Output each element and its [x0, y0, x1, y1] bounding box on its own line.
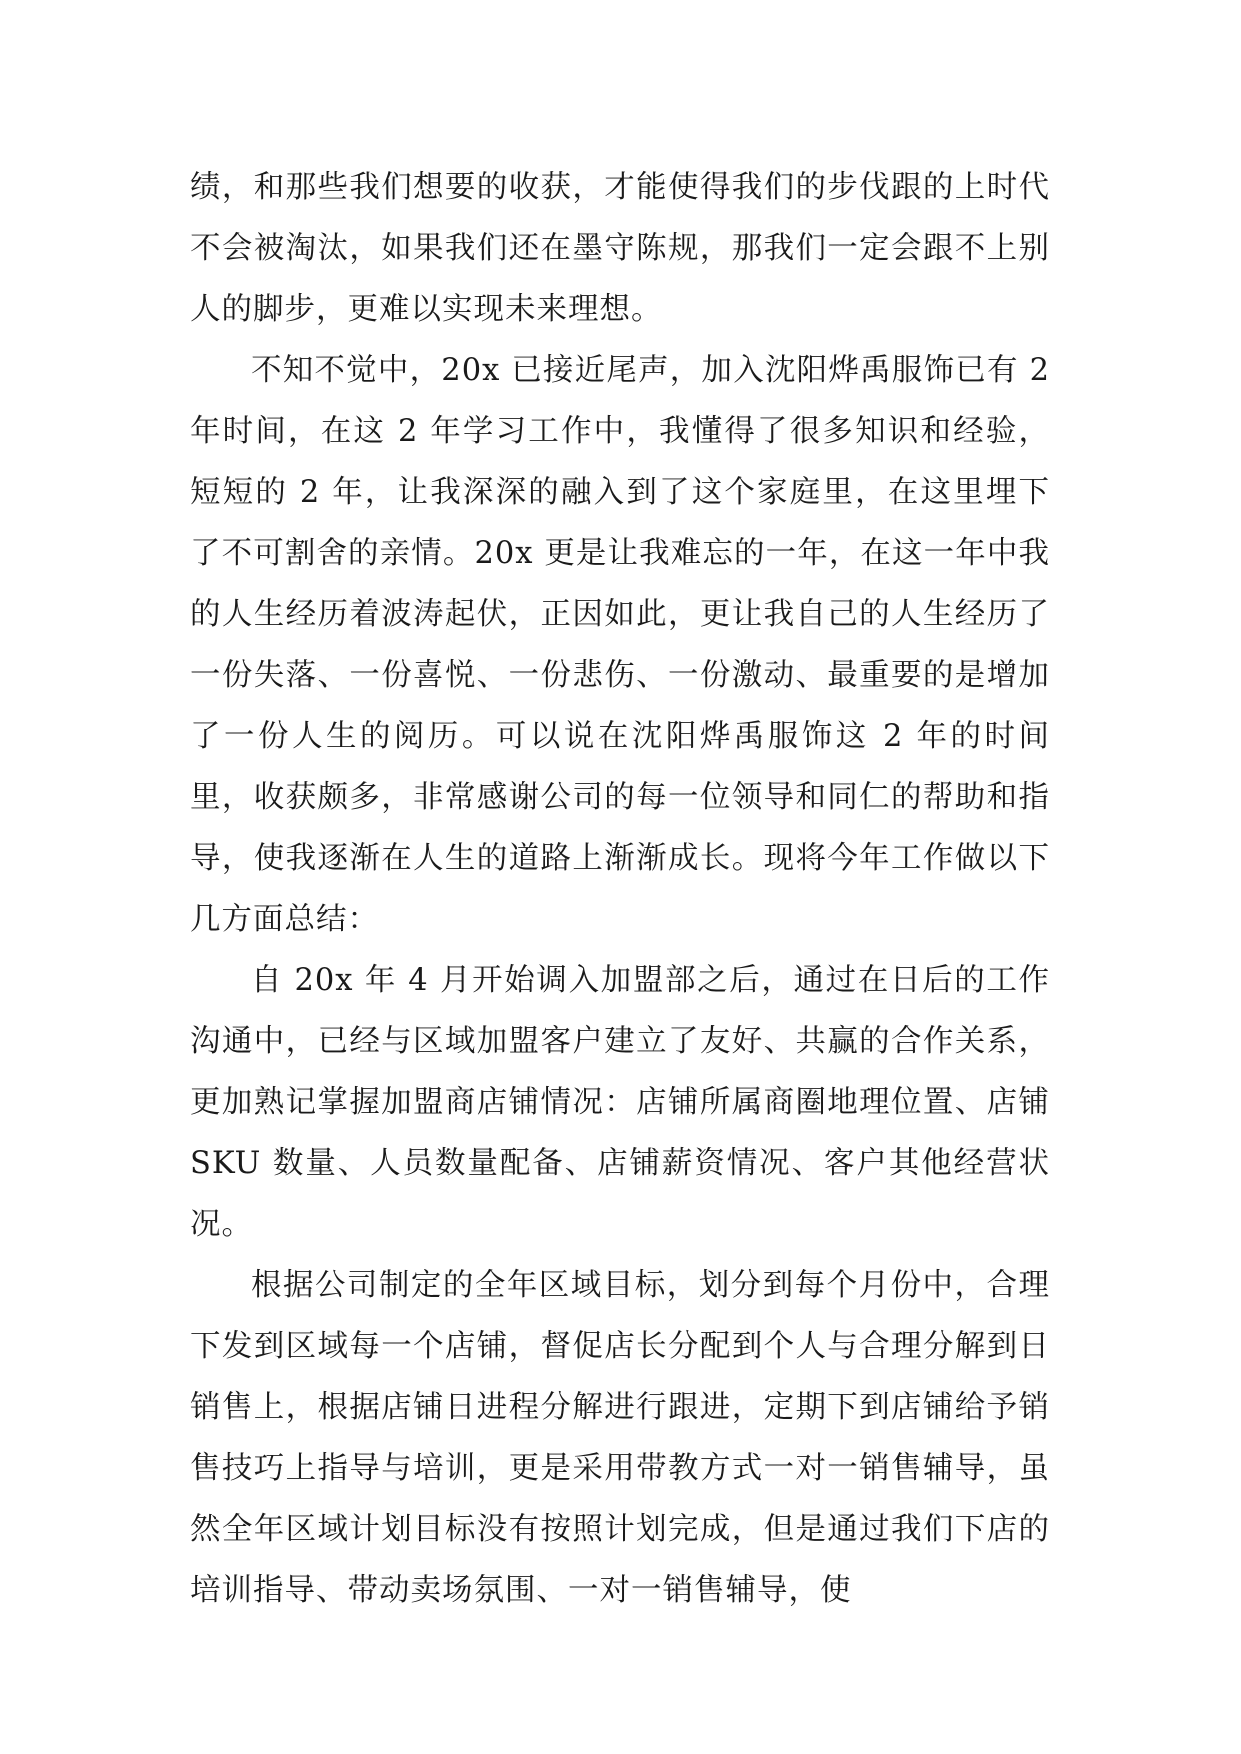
paragraph-targets: 根据公司制定的全年区域目标，划分到每个月份中，合理下发到区域每一个店铺，督促店长分配到个人与合理分解到日销售上，根据店铺日进程分解进行跟进，定期下到店铺给予销售技巧上指导与培训，更是采用带教方式一对一销售辅导，虽然全年区域计划目标没有按照计划完成，但是通过我们下店的培训指导、带动卖场氛围、一对一销售辅导，使 — [190, 1268, 1050, 1608]
document-body — [190, 157, 1050, 1621]
paragraph-franchise: 自 20x 年 4 月开始调入加盟部之后，通过在日后的工作沟通中，已经与区域加盟客户建立了友好、共赢的合作关系，更加熟记掌握加盟商店铺情况：店铺所属商圈地理位置、店铺 SKU 数量、人员数量配备、店铺薪资情况、客户其他经营状况。 — [190, 963, 1050, 1242]
paragraph-continuation: 绩，和那些我们想要的收获，才能使得我们的步伐跟的上时代不会被淘汰，如果我们还在墨守陈规，那我们一定会跟不上别人的脚步，更难以实现未来理想。 — [190, 170, 1050, 327]
paragraph-intro: 不知不觉中，20x 已接近尾声，加入沈阳烨禹服饰已有 2 年时间，在这 2 年学习工作中，我懂得了很多知识和经验，短短的 2 年，让我深深的融入到了这个家庭里，在这里埋下了不可割舍的亲情。20x 更是让我难忘的一年，在这一年中我的人生经历着波涛起伏，正因如此，更让我自己的人生经历了一份失落、一份喜悦、一份悲伤、一份激动、最重要的是增加了一份人生的阅历。可以说在沈阳烨禹服饰这 2 年的时间里，收获颇多，非常感谢公司的每一位领导和同仁的帮助和指导，使我逐渐在人生的道路上渐渐成长。现将今年工作做以下几方面总结： — [190, 353, 1050, 937]
